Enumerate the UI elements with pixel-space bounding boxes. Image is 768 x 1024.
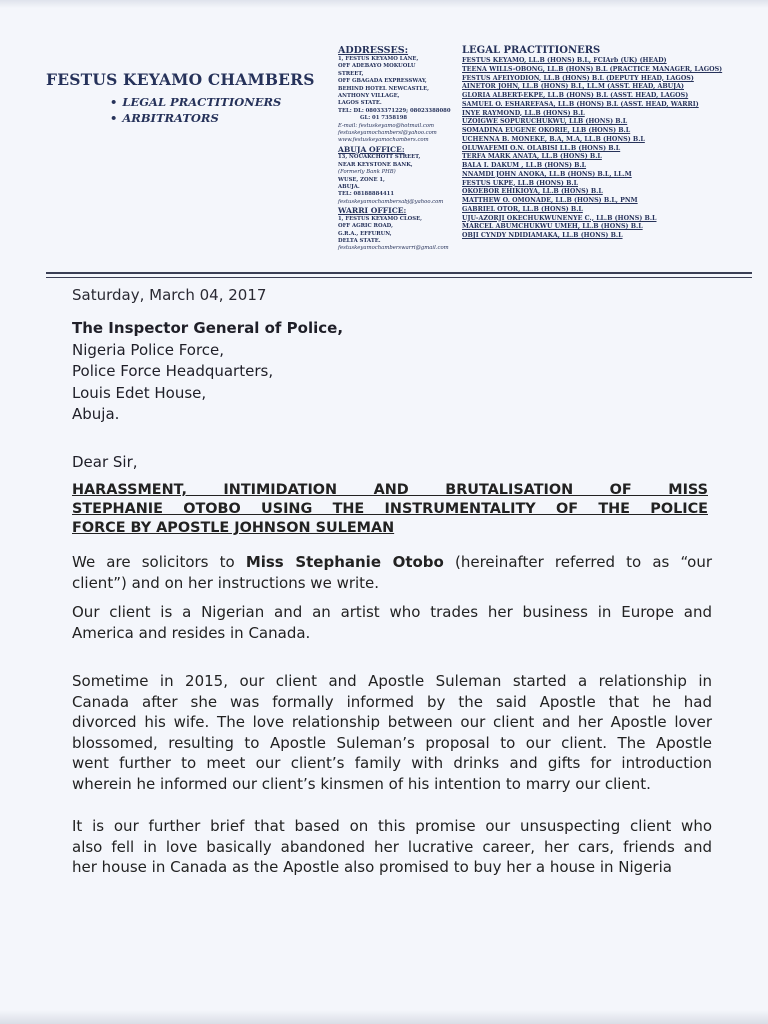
recipient-line: Police Force Headquarters, (72, 362, 274, 380)
abuja-address-line: ABUJA. (338, 184, 360, 190)
scan-edge-bottom (0, 1010, 768, 1024)
subject-line: FORCE BY APOSTLE JOHNSON SULEMAN (72, 520, 395, 536)
addresses-block (338, 45, 462, 253)
recipient-line: Nigeria Police Force, (72, 340, 225, 359)
scan-edge-top (0, 0, 768, 8)
paragraph-line: Sometime in 2015, our client and Apostle Suleman started a relationship in (72, 672, 712, 690)
practitioner-item: FESTUS AFEIYODION, LL.B (HONS) B.L (DEPUTY HEAD, LAGOS) (462, 74, 694, 82)
practitioner-item: TERFA MARK ANATA, LL.B (HONS) B.L (462, 153, 602, 161)
subject-line: STEPHANIE OTOBO USING THE INSTRUMENTALITY OF THE POLICE (72, 501, 708, 517)
paragraph-solicitors (72, 552, 712, 593)
lagos-address-line: TEL: DL: 08033371229; 08023388080 (338, 107, 451, 114)
practitioner-item: SAMUEL O. ESHAREFASA, LL.B (HONS) B.L (ASST. HEAD, WARRI) (462, 100, 699, 108)
firm-roles (110, 94, 281, 126)
client-name: Miss Stephanie Otobo (245, 553, 444, 571)
lagos-address-line: GL: 01 7358198 (360, 115, 408, 122)
practitioner-item: UCHENNA B. MONEKE, B.A, M.A, LL.B (HONS) B.L (462, 135, 645, 143)
warri-address-line: OFF AGRIC ROAD, (338, 223, 393, 230)
abuja-email: festuskeyamochambersabj@yahoo.com (338, 198, 444, 205)
subject-line: HARASSMENT, INTIMIDATION AND BRUTALISATION OF MISS (72, 482, 708, 498)
paragraph-line: blossomed, resulting to Apostle Suleman’s proposal to our client. The Apostle (72, 733, 712, 752)
recipient-line: Louis Edet House, (72, 383, 207, 402)
recipient-address (72, 318, 343, 426)
text-run: We are solicitors to (72, 553, 246, 571)
practitioner-item: NNAMDI JOHN ANOKA, LL.B (HONS) B.L, LL.M (462, 170, 632, 178)
abuja-office-heading: ABUJA OFFICE: (338, 144, 405, 154)
practitioner-item: INYE RAYMOND, LL.B (HONS) B.L (462, 109, 585, 117)
role-item: • LEGAL PRACTITIONERS (110, 94, 281, 110)
subject-heading (72, 481, 708, 538)
practitioner-item: OBJI CYNDY NDIDIAMAKA, LL.B (HONS) B.L (462, 232, 623, 239)
paragraph-line: divorced his wife. The love relationship between our client and her Apostle lover (72, 713, 712, 731)
lagos-email: E-mail: festuskeyamo@hotmail.com (338, 122, 435, 129)
paragraph-line: also fell in love basically abandoned her lucrative career, her cars, friends and (72, 837, 712, 856)
addresses-heading: ADDRESSES: (338, 45, 409, 56)
lagos-address-line: OFF ADEBAYO MOKUOLU (338, 63, 416, 70)
role-item: • ARBITRATORS (110, 110, 281, 126)
abuja-address-line: WUSE, ZONE 1, (338, 176, 385, 183)
warri-email: festuskeyamochamberswarri@gmail.com (338, 245, 449, 252)
paragraph-line: wherein he informed our client’s kinsmen of his intention to marry our client. (72, 774, 651, 793)
warri-address-line: G.R.A., EFFURUN, (338, 230, 392, 237)
firm-name: FESTUS KEYAMO CHAMBERS (46, 70, 315, 89)
abuja-address-line: 13, NOUAKCHOTT STREET, (338, 154, 421, 161)
practitioner-item: MATTHEW O. OMONADE, LL.B (HONS) B.L, PNM (462, 197, 638, 204)
practitioner-item: SOMADINA EUGENE OKORIE, LLB (HONS) B.L (462, 127, 631, 134)
practitioner-item: FESTUS KEYAMO, LL.B (HONS) B.L, FCIArb (UK) (HEAD) (462, 57, 667, 64)
abuja-address-line: (Formerly Bank PHB) (338, 169, 396, 176)
practitioner-item: MARCEL ABUMCHUKWU UMEH, LL.B (HONS) B.L (462, 223, 643, 231)
paragraph-line: It is our further brief that based on this promise our unsuspecting client who (72, 817, 712, 835)
paragraph-further-brief (72, 816, 712, 878)
paragraph-line: client”) and on her instructions we write. (72, 573, 380, 592)
practitioner-item: GLORIA ALBERT-EKPE, LL.B (HONS) B.L (ASST. HEAD, LAGOS) (462, 92, 689, 99)
lagos-address-line: LAGOS STATE. (338, 100, 382, 107)
lagos-email: festuskeyamochambersl@yahoo.com (338, 130, 437, 137)
letterhead-divider (46, 272, 752, 274)
practitioner-item: FESTUS UKPE, LL.B (HONS) B.L (462, 179, 579, 187)
lagos-address-line: 1, FESTUS KEYAMO LANE, (338, 56, 419, 62)
letter-date: Saturday, March 04, 2017 (72, 286, 267, 304)
practitioner-item: GABRIEL OTOR, LL.B (HONS) B.L (462, 205, 583, 213)
practitioner-item: OLUWAFEMI O.N. OLABISI LL.B (HONS) B.L (462, 144, 621, 152)
abuja-address-line: TEL: 08188884411 (338, 191, 395, 198)
warri-office-heading: WARRI OFFICE: (338, 206, 407, 216)
warri-address-line: 1, FESTUS KEYAMO CLOSE, (338, 215, 423, 222)
paragraph-line: went further to meet our client’s family with drinks and gifts for introduction (72, 754, 712, 772)
letterhead-divider-thin (46, 277, 752, 278)
lagos-address-line: ANTHONY VILLAGE, (338, 93, 400, 100)
legal-practitioners-list (462, 45, 752, 241)
practitioner-item: AINETOR JOHN, LL.B (HONS) B.L, LL.M (ASST. HEAD, ABUJA) (462, 83, 684, 91)
practitioner-item: BALA I. DAKUM , LL.B (HONS) B.L (462, 162, 587, 169)
practitioner-item: UJU-AZORJI OKECHUKWUNENYE C., LL.B (HONS) B.L (462, 214, 657, 222)
paragraph-line: Canada after she was formally informed by the said Apostle that he had (72, 692, 712, 711)
paragraph-line (72, 552, 712, 573)
practitioner-item: UZOIGWE SOPURUCHUKWU, LLB (HONS) B.L (462, 118, 628, 126)
salutation: Dear Sir, (72, 453, 138, 471)
paragraph-line: her house in Canada as the Apostle also promised to buy her a house in Nigeria (72, 858, 672, 876)
paragraph-line: Our client is a Nigerian and an artist who trades her business in Europe and (72, 603, 712, 621)
recipient-line: Abuja. (72, 405, 120, 423)
practitioner-item: OKOEBOR EHIKIOYA, LL.B (HONS) B.L (462, 188, 603, 196)
paragraph-line: America and resides in Canada. (72, 623, 311, 642)
practitioner-item: TEENA WILLS-OBONG, LL.B (HONS) B.L (PRACTICE MANAGER, LAGOS) (462, 65, 723, 73)
practitioners-heading: LEGAL PRACTITIONERS (462, 45, 601, 56)
paragraph-client-background (72, 602, 712, 643)
lagos-address-line: BEHIND HOTEL NEWCASTLE, (338, 85, 429, 92)
lagos-address-line: OFF GBAGADA EXPRESSWAY, (338, 78, 427, 85)
lagos-address-line: STREET, (338, 70, 364, 77)
paragraph-relationship (72, 671, 712, 794)
abuja-address-line: NEAR KEYSTONE BANK, (338, 161, 413, 168)
warri-address-line: DELTA STATE. (338, 237, 381, 244)
recipient-title: The Inspector General of Police, (72, 319, 344, 337)
lagos-website: www.festuskeyamochambers.com (338, 137, 429, 144)
text-run: (hereinafter referred to as “our (443, 553, 712, 571)
